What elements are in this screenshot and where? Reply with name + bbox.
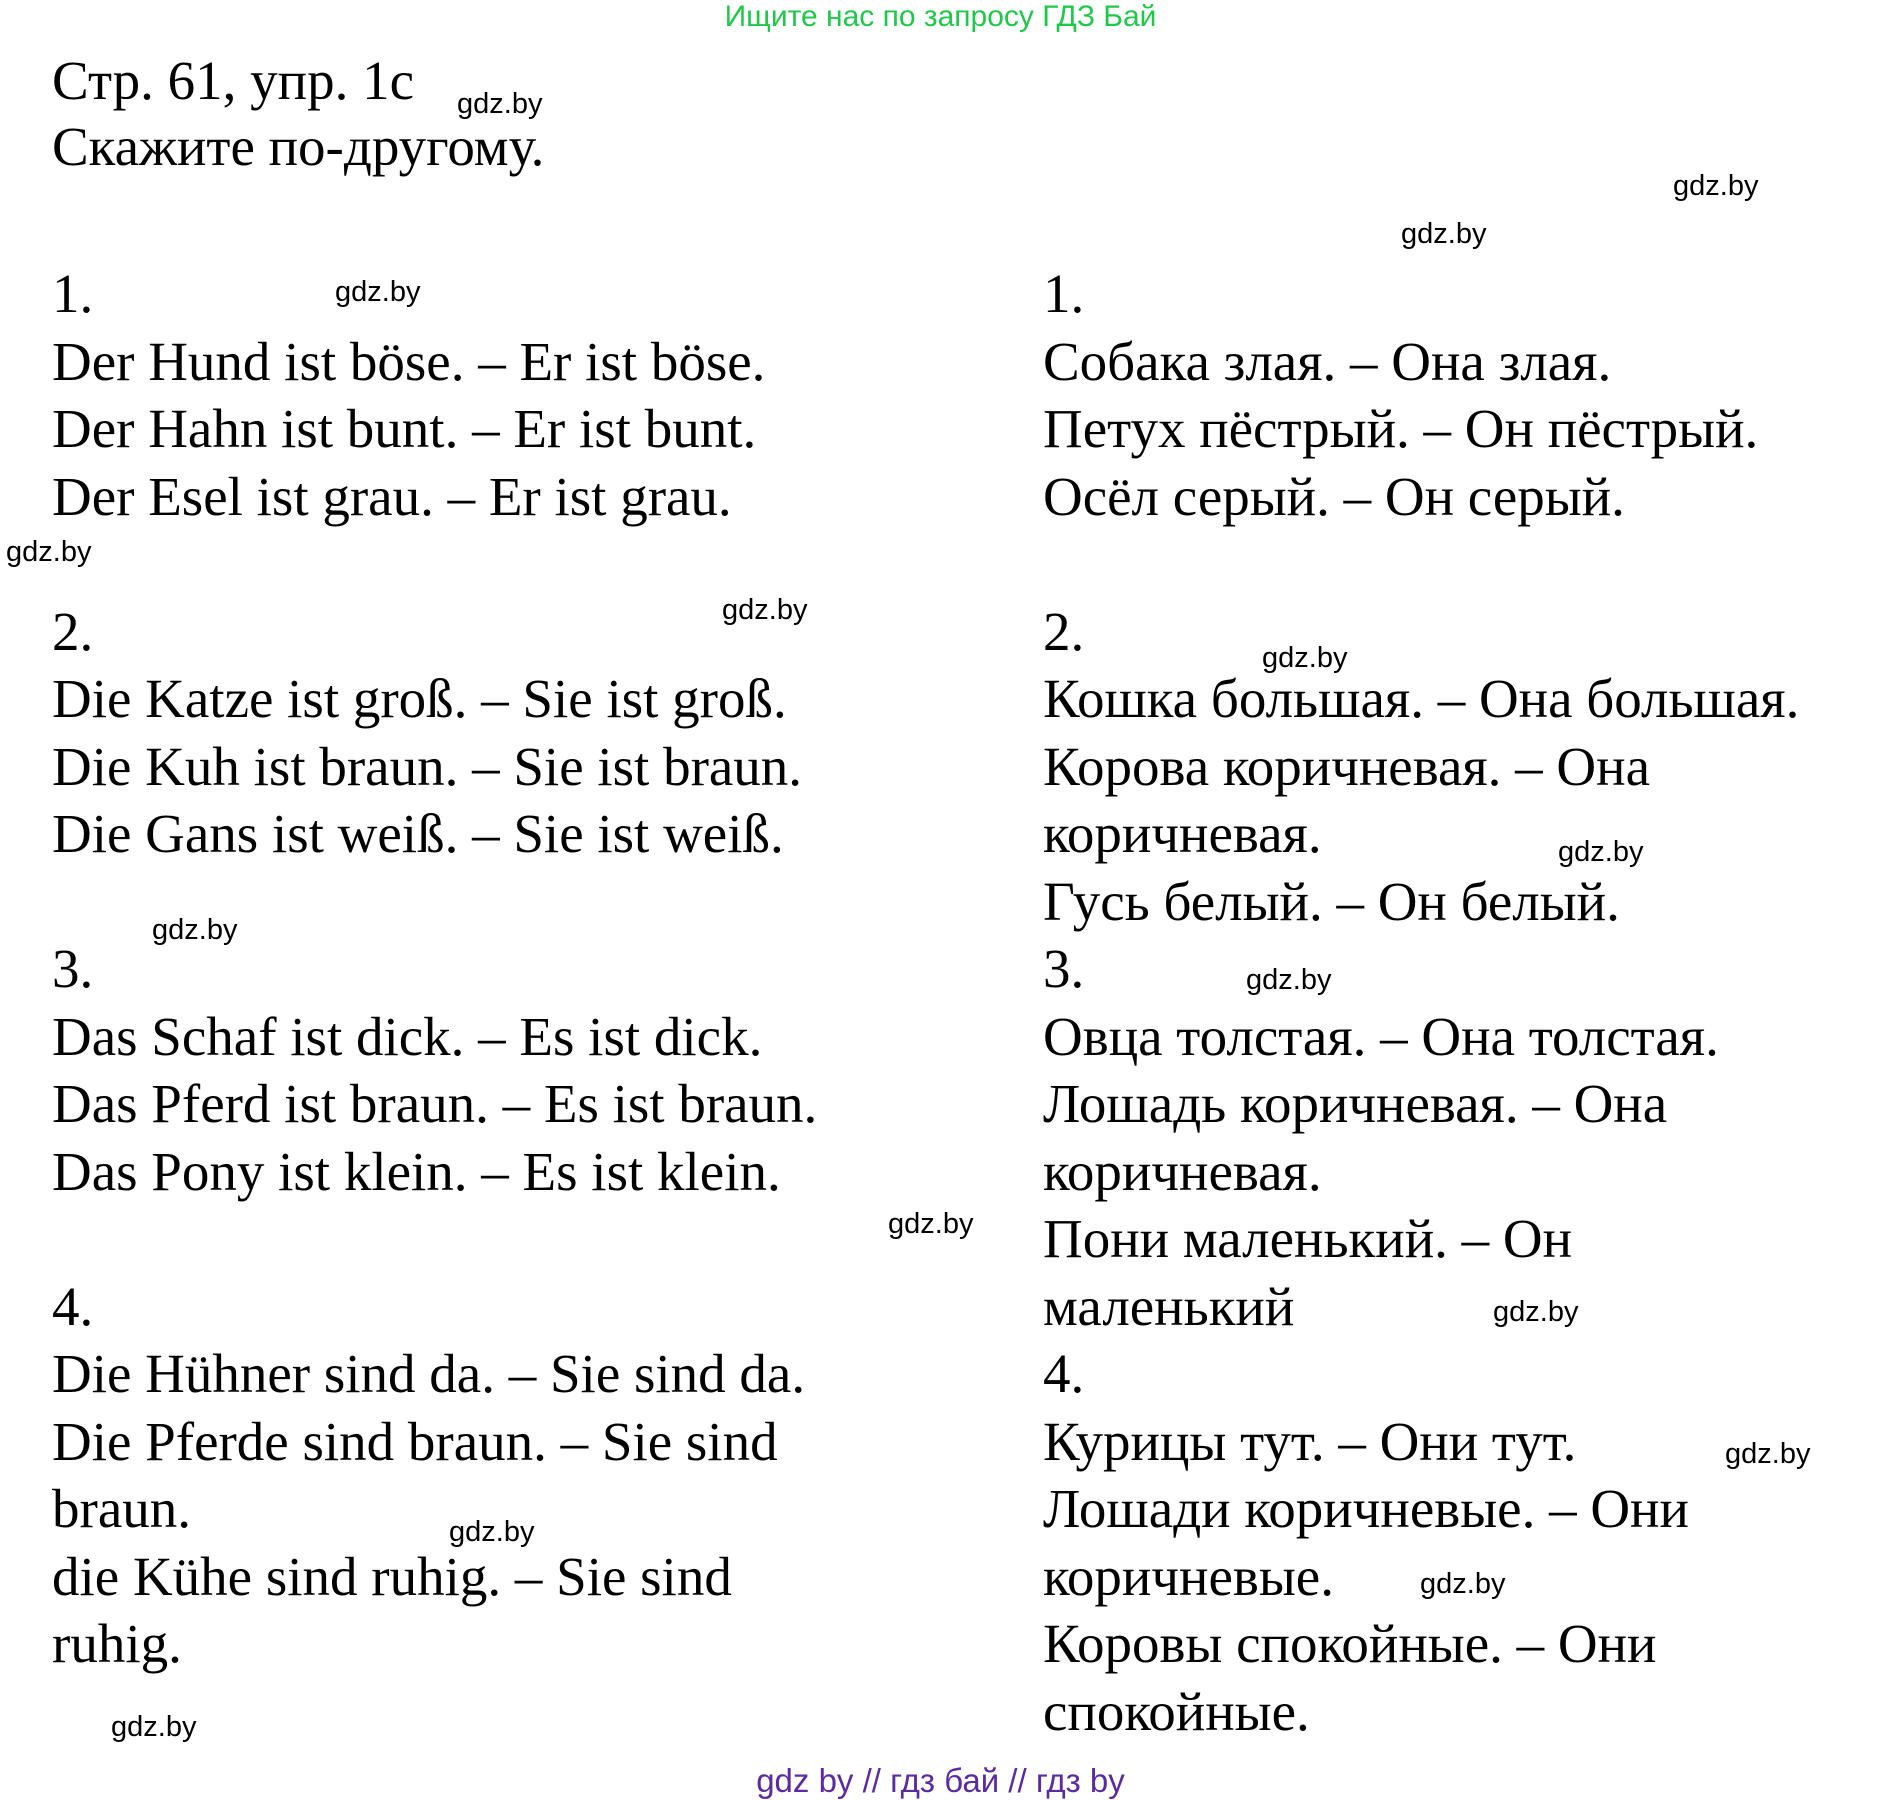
watermark: gdz.by [1558,836,1644,868]
watermark: gdz.by [1673,170,1759,202]
sentence-line: коричневая. [1043,1140,1322,1202]
sentence-line: коричневая. [1043,803,1322,864]
watermark: gdz.by [111,1711,197,1743]
sentence-line: braun. [52,1478,191,1539]
sentence-line: Der Hahn ist bunt. – Er ist bunt. [52,398,757,459]
section-number: 3. [52,938,94,999]
task-instruction: Скажите по-другому. [52,116,545,177]
watermark: gdz.by [722,594,808,626]
watermark: gdz.by [1420,1568,1506,1600]
sentence-line: Лошадь коричневая. – Она [1043,1073,1668,1134]
watermark: gdz.by [888,1208,974,1240]
footer-links: gdz by // гдз бай // гдз by [756,1762,1125,1799]
watermark: gdz.by [1725,1438,1811,1470]
sentence-line: Осёл серый. – Он серый. [1043,465,1625,527]
sentence-line: Der Hund ist böse. – Er ist böse. [52,330,766,392]
sentence-line: Die Katze ist groß. – Sie ist groß. [52,668,787,729]
sentence-line: Овца толстая. – Она толстая. [1043,1005,1719,1067]
sentence-line: Курицы тут. – Они тут. [1043,1410,1577,1472]
sentence-line: Пони маленький. – Он [1043,1208,1573,1269]
sentence-line: Собака злая. – Она злая. [1043,330,1612,392]
section-gap [52,530,817,598]
watermark: gdz.by [457,88,543,120]
section-number: 2. [52,600,94,662]
russian-column [1043,260,1799,1745]
section-number: 3. [1043,938,1085,999]
sentence-line: ruhig. [52,1613,182,1674]
sentence-line: Петух пёстрый. – Он пёстрый. [1043,398,1759,459]
sentence-line: Das Pferd ist braun. – Es ist braun. [52,1073,818,1134]
sentence-line: Die Gans ist weiß. – Sie ist weiß. [52,803,784,864]
watermark: gdz.by [1401,218,1487,250]
watermark: gdz.by [335,276,421,308]
section-gap [1043,530,1799,598]
watermark: gdz.by [152,914,238,946]
sentence-line: маленький [1043,1275,1295,1337]
section-number: 4. [52,1275,94,1337]
sentence-line: Die Pferde sind braun. – Sie sind [52,1410,778,1472]
watermark: gdz.by [449,1516,535,1548]
section-number: 1. [52,263,94,324]
sentence-line: Das Schaf ist dick. – Es ist dick. [52,1005,763,1067]
sentence-line: Кошка большая. – Она большая. [1043,668,1800,729]
german-column [52,260,817,1678]
sentence-line: die Kühe sind ruhig. – Sie sind [52,1545,732,1607]
sentence-line: спокойные. [1043,1680,1310,1742]
section-number: 2. [1043,600,1085,662]
sentence-line: Лошади коричневые. – Они [1043,1478,1689,1539]
watermark: gdz.by [1262,642,1348,674]
sentence-line: Гусь белый. – Он белый. [1043,870,1620,932]
sentence-line: Das Pony ist klein. – Es ist klein. [52,1140,781,1202]
section-gap [52,1205,817,1273]
sentence-line: Die Hühner sind da. – Sie sind da. [52,1343,806,1404]
sentence-line: Die Kuh ist braun. – Sie ist braun. [52,735,803,797]
watermark: gdz.by [1246,964,1332,996]
sentence-line: Der Esel ist grau. – Er ist grau. [52,465,732,527]
search-banner: Ищите нас по запросу ГДЗ Бай [724,0,1157,33]
section-number: 1. [1043,263,1085,324]
watermark: gdz.by [1493,1296,1579,1328]
section-number: 4. [1043,1343,1085,1404]
sentence-line: коричневые. [1043,1545,1334,1607]
sentence-line: Коровы спокойные. – Они [1043,1613,1657,1674]
page-title: Стр. 61, упр. 1с [52,50,415,111]
sentence-line: Корова коричневая. – Она [1043,735,1650,797]
watermark: gdz.by [6,536,92,568]
